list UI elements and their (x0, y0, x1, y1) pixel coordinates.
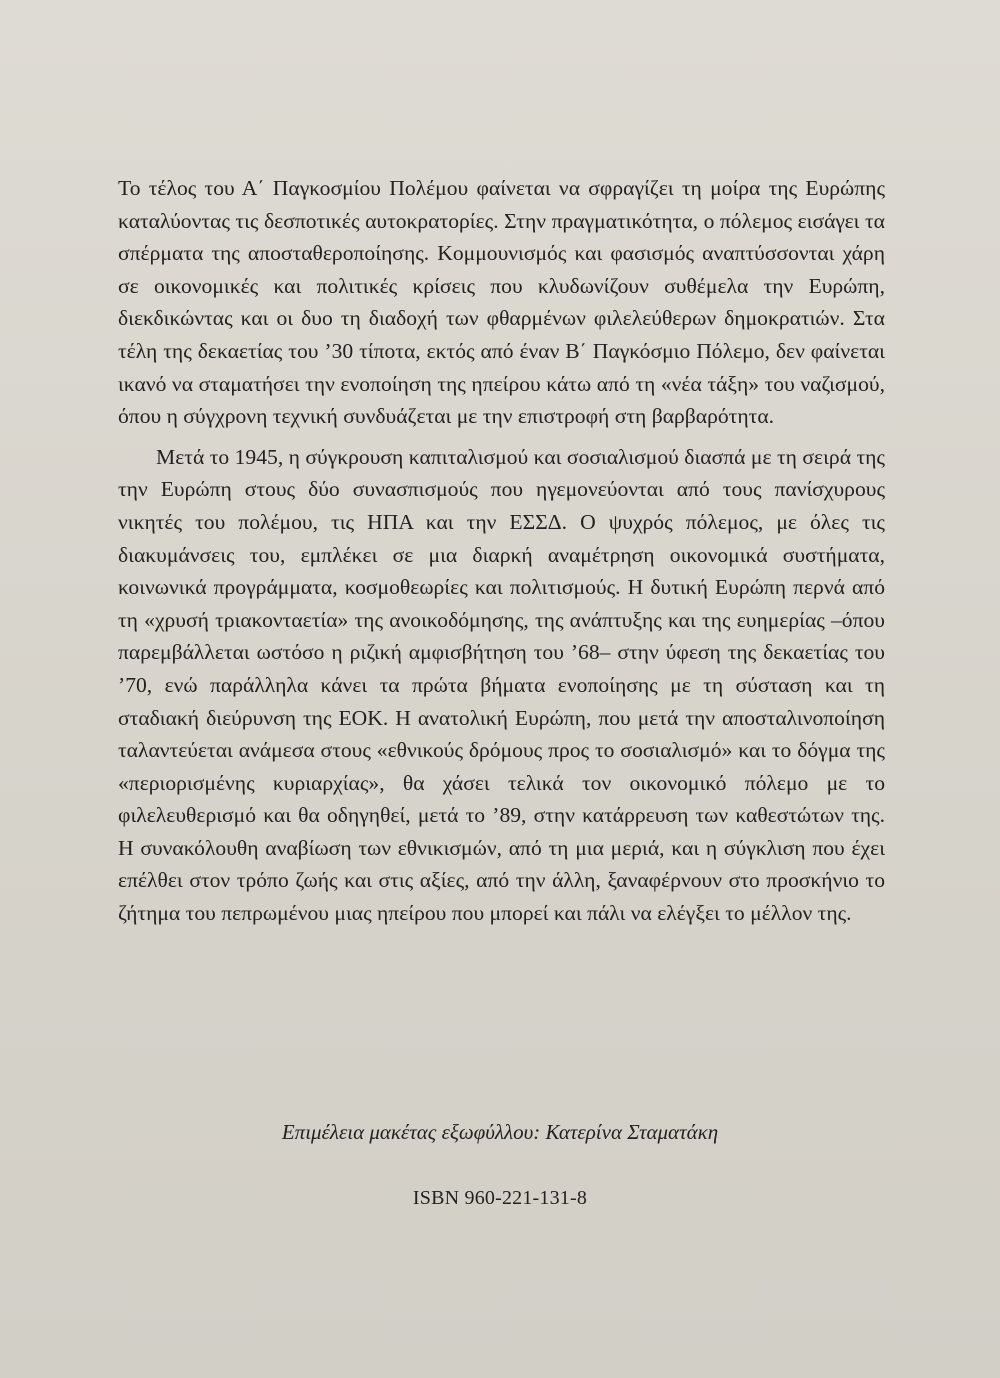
blurb-text (118, 172, 885, 930)
isbn-number: ISBN 960-221-131-8 (412, 1187, 588, 1209)
blurb-paragraph-1: Το τέλος του Α΄ Παγκοσμίου Πολέμου φαίνεται να σφραγίζει τη μοίρα της Ευρώπης καταλύοντας τις δεσποτικές αυτοκρατορίες. Στην πραγματικότητα, ο πόλεμος εισάγει τα σπέρματα της αποσταθεροποίησης. Κομμουνισμός και φασισμός αναπτύσσονται χάρη σε οικονομικές και πολιτικές κρίσεις που κλυδωνίζουν συθέμελα την Ευρώπη, διεκδικώντας και οι δυο τη διαδοχή των φθαρμένων φιλελεύθερων δημοκρατιών. Στα τέλη της δεκαετίας του ’30 τίποτα, εκτός από έναν Β΄ Παγκόσμιο Πόλεμο, δεν φαίνεται ικανό να σταματήσει την ενοποίηση της ηπείρου κάτω από τη «νέα τάξη» του ναζισμού, όπου η σύγχρονη τεχνική συνδυάζεται με την επιστροφή στη βαρβαρότητα. (118, 176, 885, 429)
cover-design-credit: Επιμέλεια μακέτας εξωφύλλου: Κατερίνα Σταματάκη (281, 1120, 719, 1144)
blurb-paragraph-2: Μετά το 1945, η σύγκρουση καπιταλισμού και σοσιαλισμού διασπά με τη σειρά της την Ευρώπη στους δύο συνασπισμούς που ηγεμονεύονται από τους πανίσχυρους νικητές του πολέμου, τις ΗΠΑ και την ΕΣΣΔ. Ο ψυχρός πόλεμος, με όλες τις διακυμάνσεις του, εμπλέκει σε μια διαρκή αναμέτρηση οικονομικά συστήματα, κοινωνικά προγράμματα, κοσμοθεωρίες και πολιτισμούς. Η δυτική Ευρώπη περνά από τη «χρυσή τριακονταετία» της ανοικοδόμησης, της ανάπτυξης και της ευημερίας –όπου παρεμβάλλεται ωστόσο η ριζική αμφισβήτηση του ’68– στην ύφεση της δεκαετίας του ’70, ενώ παράλληλα κάνει τα πρώτα βήματα ενοποίησης με τη σύσταση και τη σταδιακή διεύρυνση της ΕΟΚ. Η ανατολική Ευρώπη, που μετά την αποσταλινοποίηση ταλαντεύεται ανάμεσα στους «εθνικούς δρόμους προς το σοσιαλισμό» και τo δόγμα της «περιορισμένης κυριαρχίας», θα χάσει τελικά τον οικονομικό πόλεμο με το φιλελευθερισμό και θα οδηγηθεί, μετά το ’89, στην κατάρρευση των καθεστώτων της. Η συνακόλουθη αναβίωση των εθνικισμών, από τη μια μεριά, και η σύγκλιση που έχει επέλθει στον τρόπο ζωής και στις αξίες, από την άλλη, ξαναφέρνουν στο προσκήνιο το ζήτημα του πεπρωμένου μιας ηπείρου που μπορεί και πάλι να ελέγξει το μέλλον της. (118, 444, 885, 926)
